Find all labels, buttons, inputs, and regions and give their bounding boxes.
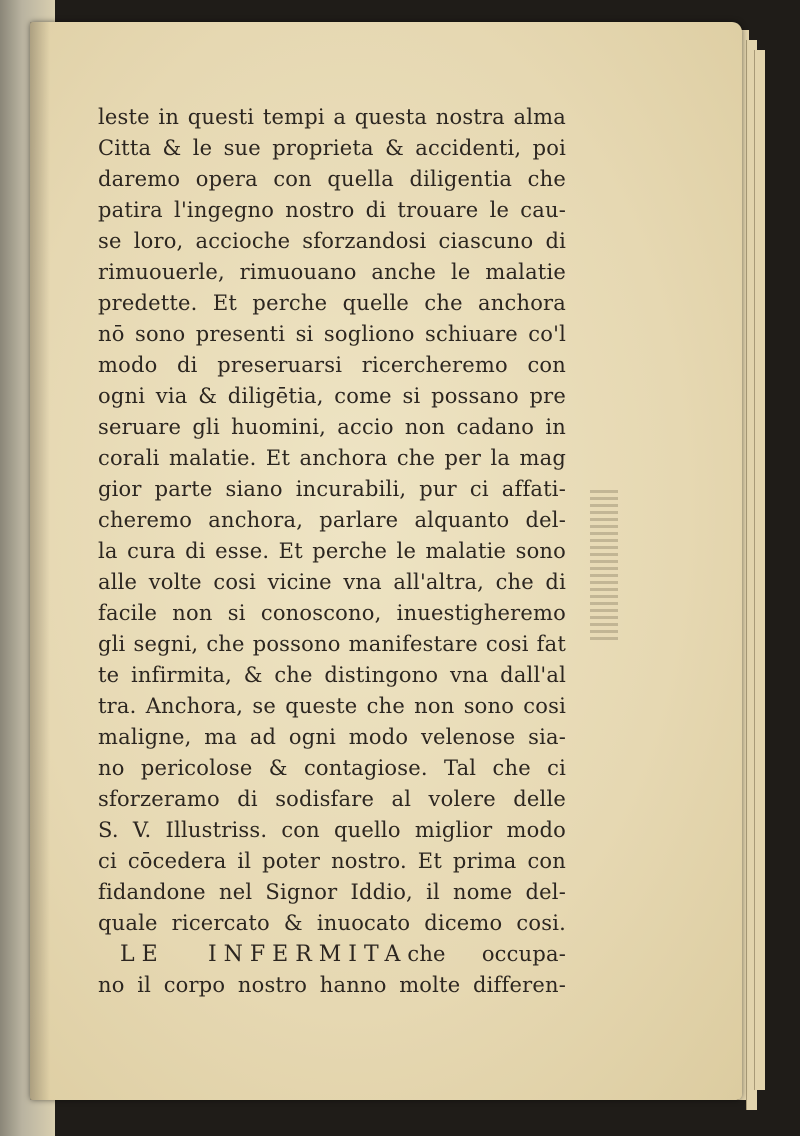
page-stack-edge [754,50,765,1090]
heading-rest: che occupa- [407,942,566,966]
section-heading-line [98,939,566,970]
text-line: tra. Anchora, se queste che non sono cosi [98,694,566,718]
text-line: no pericolose & contagiose. Tal che ci [98,756,566,780]
text-line: facile non si conoscono, inuestigheremo [98,601,566,625]
text-line: ogni via & diligētia, come si possano pre [98,384,566,408]
text-line: seruare gli huomini, accio non cadano in [98,415,566,439]
text-line: no il corpo nostro hanno molte differen- [98,973,566,997]
text-line: nō sono presenti si sogliono schiuare co'l [98,322,566,346]
text-line: cheremo anchora, parlare alquanto del- [98,508,566,532]
text-line: sforzeramo di sodisfare al volere delle [98,787,566,811]
text-line: corali malatie. Et anchora che per la mag [98,446,566,470]
ink-bleed-through [590,490,618,640]
text-line: maligne, ma ad ogni modo velenose sia- [98,725,566,749]
text-line: gli segni, che possono manifestare cosi fat [98,632,566,656]
text-line: leste in questi tempi a questa nostra alma [98,105,566,129]
text-line: modo di preseruarsi ricercheremo con [98,353,566,377]
text-line: gior parte siano incurabili, pur ci affati- [98,477,566,501]
text-line: Citta & le sue proprieta & accidenti, poi [98,136,566,160]
text-line: se loro, accioche sforzandosi ciascuno di [98,229,566,253]
text-line: rimuouerle, rimuouano anche le malatie [98,260,566,284]
text-line: quale ricercato & inuocato dicemo cosi. [98,911,566,935]
page-text [98,102,566,1001]
text-line: S. V. Illustriss. con quello miglior modo [98,818,566,842]
text-line: predette. Et perche quelle che anchora [98,291,566,315]
text-line: ci cōcedera il poter nostro. Et prima con [98,849,566,873]
text-line: la cura di esse. Et perche le malatie sono [98,539,566,563]
text-line: fidandone nel Signor Iddio, il nome del- [98,880,566,904]
text-line: te infirmita, & che distingono vna dall'al [98,663,566,687]
text-line: alle volte cosi vicine vna all'altra, che di [98,570,566,594]
heading-caps: LE INFERMITA [120,942,408,967]
text-line: patira l'ingegno nostro di trouare le cau- [98,198,566,222]
text-line: daremo opera con quella diligentia che [98,167,566,191]
page-gutter-shadow [30,22,50,1100]
